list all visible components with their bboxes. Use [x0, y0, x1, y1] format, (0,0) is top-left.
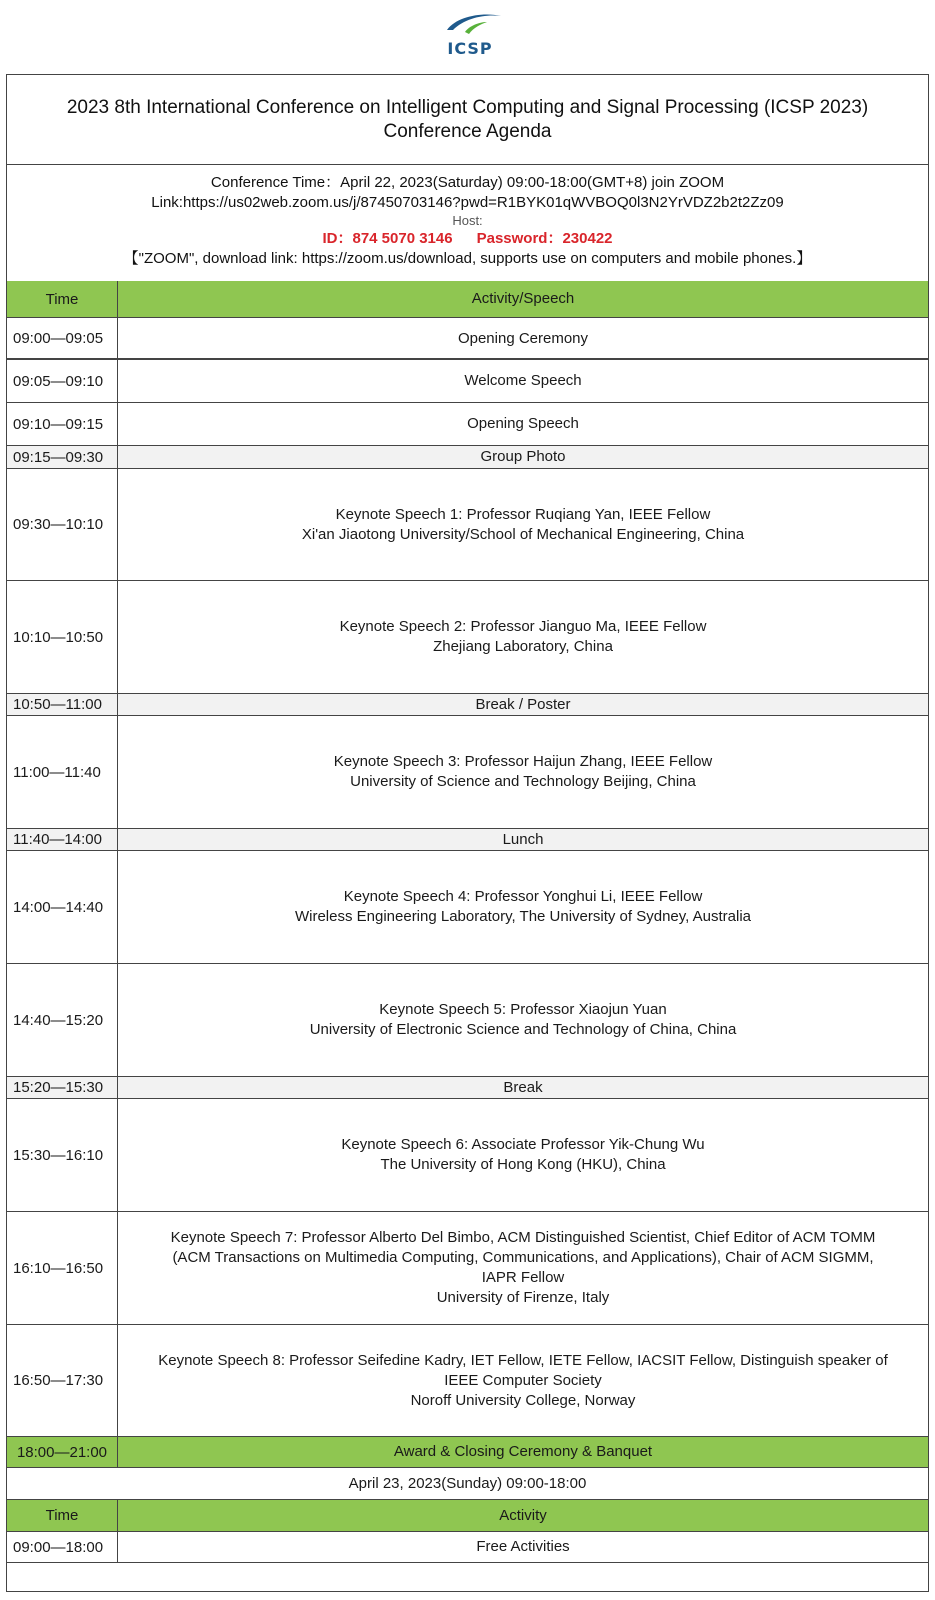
day1-activity-cell — [118, 964, 928, 1076]
activity-line: Wireless Engineering Laboratory, The University of Sydney, Australia — [294, 908, 752, 925]
day1-agenda-row — [7, 318, 928, 360]
day1-agenda-row — [7, 851, 928, 964]
activity-line: Keynote Speech 6: Associate Professor Yik-Chung Wu — [341, 1136, 705, 1153]
day1-activity-cell — [118, 1212, 928, 1324]
activity-line: Keynote Speech 3: Professor Haijun Zhang, IEEE Fellow — [333, 753, 713, 770]
agenda-title: Conference Agenda — [383, 120, 552, 142]
day1-activity-cell — [118, 1325, 928, 1436]
logo-swoosh-icon — [435, 10, 505, 38]
activity-line: Keynote Speech 2: Professor Jianguo Ma, IEEE Fellow — [339, 618, 707, 635]
day1-time-cell: 09:10—09:15 — [7, 403, 118, 445]
day2-activity-cell — [118, 1532, 928, 1562]
day1-activity-cell — [118, 1099, 928, 1211]
day1-agenda-row — [7, 360, 928, 403]
activity-line: University of Science and Technology Beijing, China — [350, 773, 696, 790]
day1-activity-cell — [118, 469, 928, 580]
day2-header-row — [7, 1500, 928, 1532]
day2-agenda-row — [7, 1532, 928, 1563]
activity-line: Noroff University College, Norway — [410, 1391, 636, 1409]
day1-activity-cell — [118, 851, 928, 963]
activity-line: (ACM Transactions on Multimedia Computing, Communications, and Applications), Chair of ACM SIGMM, — [172, 1249, 874, 1266]
zoom-credentials — [7, 229, 928, 249]
day1-time-cell: 16:10—16:50 — [7, 1212, 118, 1324]
activity-line: Lunch — [502, 830, 544, 848]
activity-line: Keynote Speech 4: Professor Yonghui Li, IEEE Fellow — [343, 888, 703, 905]
day1-header-time: Time — [7, 281, 118, 317]
day2-date: April 23, 2023(Sunday) 09:00-18:00 — [348, 1474, 587, 1492]
activity-line: IEEE Computer Society — [444, 1371, 602, 1389]
conference-title: 2023 8th International Conference on Intelligent Computing and Signal Processing (ICSP 2023) — [66, 96, 869, 118]
day1-activity-cell — [118, 581, 928, 693]
day1-agenda-row — [7, 964, 928, 1077]
day2-time-cell: 09:00—18:00 — [7, 1532, 118, 1562]
day1-agenda-row — [7, 581, 928, 694]
day1-agenda-row — [7, 1437, 928, 1468]
activity-line: Keynote Speech 8: Professor Seifedine Kadry, IET Fellow, IETE Fellow, IACSIT Fellow, Distinguish speaker of — [158, 1351, 888, 1369]
activity-line: Free Activities — [476, 1538, 570, 1555]
day1-time-cell: 10:10—10:50 — [7, 581, 118, 693]
day1-agenda-row — [7, 1325, 928, 1437]
day1-agenda-row — [7, 1077, 928, 1099]
activity-line: Opening Ceremony — [457, 329, 589, 347]
activity-line: Group Photo — [480, 448, 566, 465]
logo-text: ICSP — [447, 39, 493, 58]
day2-header-time: Time — [7, 1500, 118, 1531]
zoom-link[interactable]: Link:https://us02web.zoom.us/j/87450703146?pwd=R1BYK01qWVBOQ0l3N2YrVDZ2b2t2Zz09 — [151, 194, 784, 211]
activity-line: Welcome Speech — [464, 372, 582, 389]
day1-header-activity: Activity/Speech — [471, 290, 575, 307]
activity-line: Award & Closing Ceremony & Banquet — [393, 1443, 653, 1460]
activity-line: University of Firenze, Italy — [436, 1289, 610, 1306]
day1-activity-cell — [118, 446, 928, 468]
day1-time-cell: 16:50—17:30 — [7, 1325, 118, 1436]
day1-activity-cell — [118, 360, 928, 402]
activity-line: The University of Hong Kong (HKU), China — [380, 1156, 666, 1173]
zoom-password: Password：230422 — [476, 230, 613, 247]
day1-time-cell: 09:05—09:10 — [7, 360, 118, 402]
day1-agenda-row — [7, 446, 928, 469]
activity-line: Break / Poster — [475, 695, 571, 713]
day1-time-cell: 11:40—14:00 — [7, 829, 118, 850]
icsp-logo — [420, 10, 520, 66]
title-box — [7, 75, 928, 165]
day1-time-cell: 10:50—11:00 — [7, 694, 118, 715]
day1-agenda-row — [7, 1212, 928, 1325]
day2-date-row — [7, 1468, 928, 1500]
host-label: Host: — [452, 213, 483, 228]
activity-line: Break — [503, 1078, 543, 1096]
day1-time-cell: 09:00—09:05 — [7, 318, 118, 359]
day2-header-activity: Activity — [499, 1506, 547, 1524]
conference-time: Conference Time：April 22, 2023(Saturday) 09:00-18:00(GMT+8) join ZOOM — [210, 174, 725, 191]
day1-header-row — [7, 281, 928, 318]
activity-line: Opening Speech — [467, 415, 579, 432]
zoom-id: ID：874 5070 3146 — [322, 230, 453, 247]
day1-time-cell: 15:30—16:10 — [7, 1099, 118, 1211]
day1-agenda-row — [7, 694, 928, 716]
day1-agenda-row — [7, 716, 928, 829]
agenda-frame — [6, 74, 929, 1592]
day1-activity-cell — [118, 829, 928, 850]
day1-activity-cell — [118, 403, 928, 445]
activity-line: Xi'an Jiaotong University/School of Mechanical Engineering, China — [301, 525, 745, 543]
day1-agenda-row — [7, 829, 928, 851]
day1-time-cell: 09:30—10:10 — [7, 469, 118, 580]
activity-line: Keynote Speech 1: Professor Ruqiang Yan, IEEE Fellow — [335, 505, 711, 523]
activity-line: IAPR Fellow — [481, 1269, 565, 1286]
day1-time-cell: 15:20—15:30 — [7, 1077, 118, 1098]
day1-agenda-row — [7, 469, 928, 581]
day1-activity-cell — [118, 694, 928, 715]
day1-time-cell: 09:15—09:30 — [7, 446, 118, 468]
day1-activity-cell — [118, 716, 928, 828]
download-note: 【"ZOOM", download link: https://zoom.us/download, supports use on computers and mobile phones.】 — [123, 250, 812, 267]
day1-agenda-row — [7, 403, 928, 446]
day1-time-cell: 14:00—14:40 — [7, 851, 118, 963]
day1-activity-cell — [118, 1437, 928, 1467]
day1-time-cell: 18:00—21:00 — [7, 1437, 118, 1467]
activity-line: University of Electronic Science and Technology of China, China — [309, 1021, 737, 1038]
day1-agenda-row — [7, 1099, 928, 1212]
activity-line: Keynote Speech 7: Professor Alberto Del Bimbo, ACM Distinguished Scientist, Chief Editor of ACM TOMM — [170, 1229, 876, 1246]
day1-time-cell: 14:40—15:20 — [7, 964, 118, 1076]
day1-activity-cell — [118, 1077, 928, 1098]
day1-activity-cell — [118, 318, 928, 359]
day1-time-cell: 11:00—11:40 — [7, 716, 118, 828]
activity-line: Zhejiang Laboratory, China — [433, 638, 613, 655]
activity-line: Keynote Speech 5: Professor Xiaojun Yuan — [379, 1001, 667, 1018]
